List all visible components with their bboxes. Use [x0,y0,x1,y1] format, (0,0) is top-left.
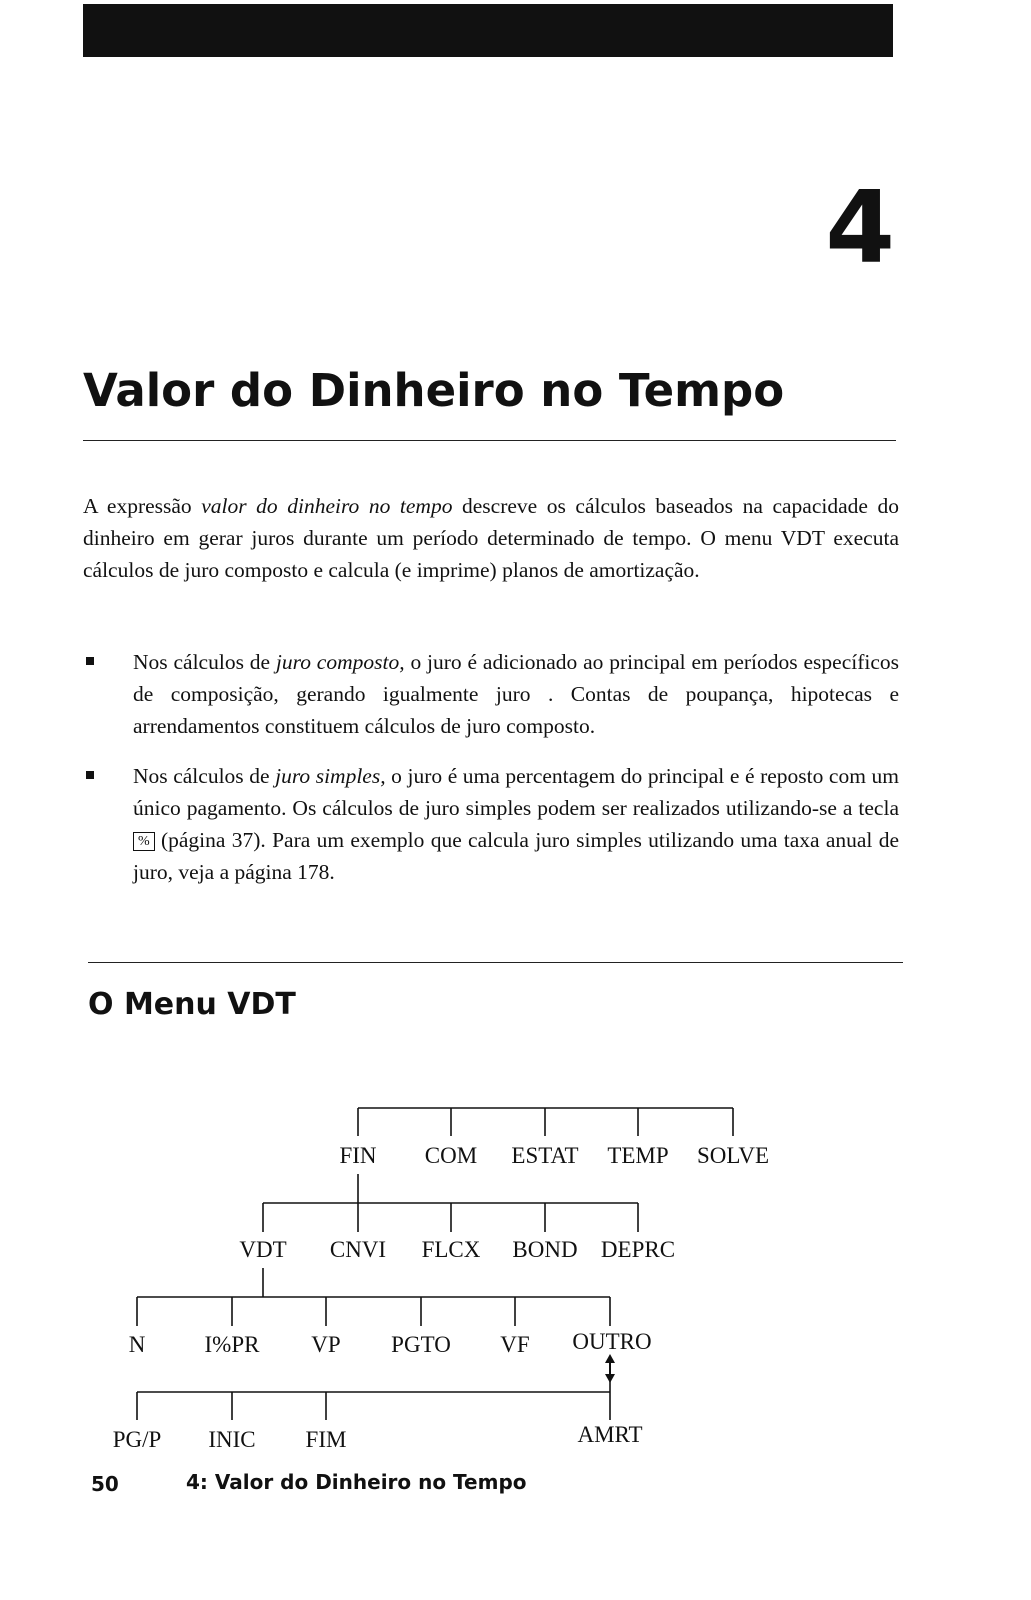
intro-rest: descreve os cálculos baseados na capacidade do dinheiro em gerar juros durante um período determinado de tempo. O menu VDT executa cálculos de juro composto e calcula (e imprime) planos de amortização. [83,494,899,582]
menu-item-estat: ESTAT [511,1143,579,1168]
menu-item-pgto: PGTO [391,1332,451,1357]
menu-item-deprc: DEPRC [600,1237,676,1262]
chapter-title: Valor do Dinheiro no Tempo [83,364,785,417]
bullet-term: juro simples, [275,764,386,788]
section-title: O Menu VDT [88,987,296,1022]
menu-item-solve: SOLVE [697,1143,769,1168]
menu-item-n: N [128,1332,146,1357]
bullet-text-after-key: (página 37). Para um exemplo que calcula juro simples utilizando uma taxa anual de juro, veja a página 178. [133,828,899,884]
menu-item-fin: FIN [339,1143,377,1168]
menu-item-amrt: AMRT [577,1422,643,1447]
menu-item-pg-p: PG/P [112,1427,162,1452]
menu-item-vdt: VDT [239,1237,287,1262]
menu-item-fim: FIM [305,1427,347,1452]
menu-item-vp: VP [311,1332,341,1357]
bullet-text: o juro é uma percentagem do principal e é reposto com um único pagamento. Os cálculos de juro simples podem ser realizados utilizando-se a tecla [133,764,899,820]
intro-lead: A expressão [83,494,202,518]
menu-item-vf: VF [500,1332,530,1357]
menu-item-i-pr: I%PR [204,1332,260,1357]
bullet-lead: Nos cálculos de [133,764,276,788]
menu-item-com: COM [424,1143,478,1168]
menu-item-bond: BOND [512,1237,578,1262]
menu-item-cnvi: CNVI [329,1237,387,1262]
running-footer-title: 4: Valor do Dinheiro no Tempo [186,1470,527,1494]
bullet-lead: Nos cálculos de [133,650,276,674]
page-number: 50 [91,1472,119,1496]
bullet-term: juro composto, [275,650,405,674]
chapter-number: 4 [825,169,895,286]
bullet-text: o juro é adicionado ao principal em períodos específicos de composição, gerando igualmente juro . Contas de poupança, hipotecas e arrendamentos constituem cálculos de juro composto. [133,650,900,738]
menu-item-outro: OUTRO [572,1329,652,1354]
outro-cycle-arrow-icon [605,1354,615,1383]
intro-term: valor do dinheiro no tempo [201,494,453,518]
menu-item-inic: INIC [208,1427,256,1452]
menu-item-flcx: FLCX [421,1237,481,1262]
menu-item-temp: TEMP [607,1143,669,1168]
percent-key-icon: % [133,832,155,851]
